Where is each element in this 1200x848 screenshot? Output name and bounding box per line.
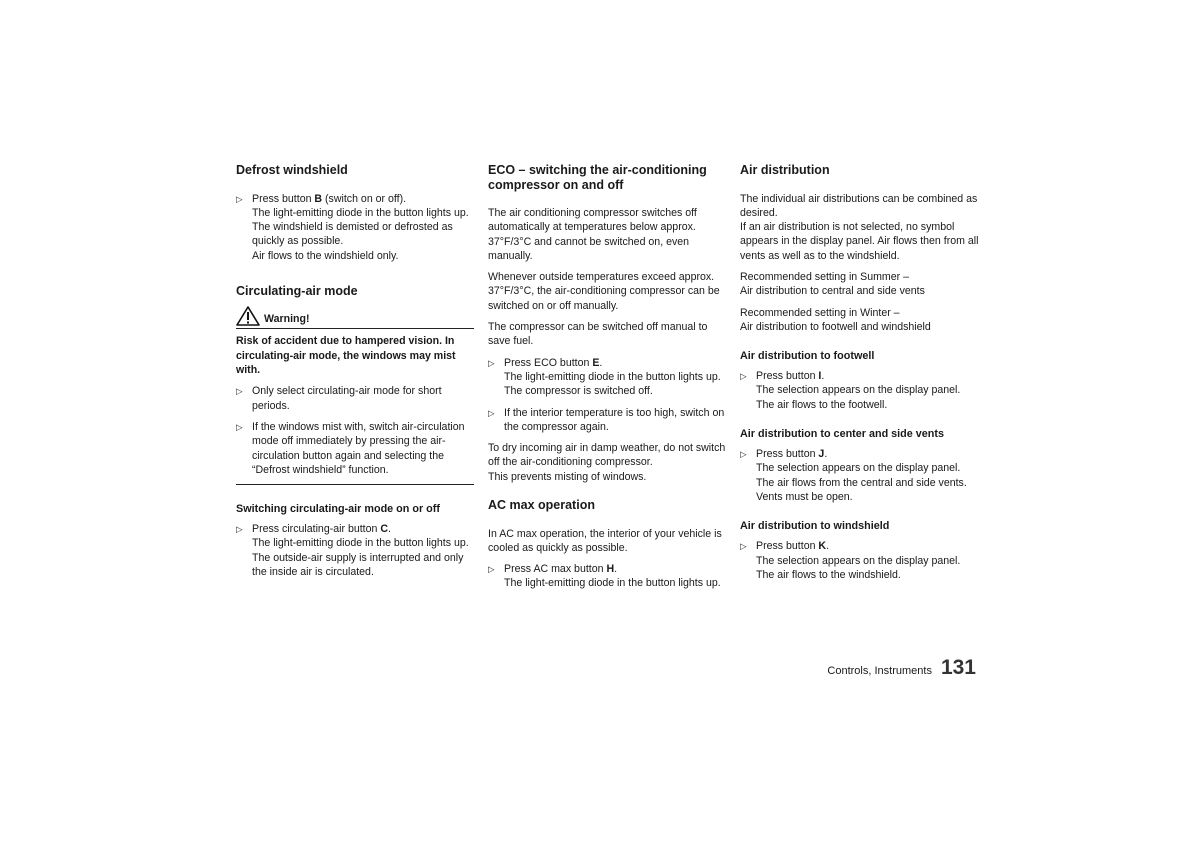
circ-step-2: ▷ If the windows mist with, switch air-circulation mode off immediately by pressing the air-circulation button again and selecting the “Defrost windshield” function.: [236, 420, 465, 476]
section-label: Controls, Instruments: [827, 665, 932, 677]
switching-step: [236, 522, 474, 579]
defrost-step: [236, 192, 474, 263]
page-footer: [780, 656, 976, 691]
footwell-heading: Air distribution to footwell: [740, 350, 875, 363]
step-line: Press ECO button E.: [504, 356, 603, 369]
warning-header: [236, 304, 474, 329]
winter-setting: Recommended setting in Winter – Air distribution to footwell and windshield: [740, 306, 931, 333]
warning-end-rule: [236, 484, 474, 485]
eco-closing: To dry incoming air in damp weather, do not switch off the air-conditioning compressor. This prevents misting of windows.: [488, 442, 726, 483]
ac-max-step: [488, 562, 726, 591]
eco-step-2: ▷ If the interior temperature is too high, switch on the compressor again.: [488, 406, 725, 433]
step-arrow-icon: ▷: [740, 449, 747, 460]
eco-paragraph: The air conditioning compressor switches off automatically at temperatures below approx. 37°F/3°C and cannot be switched on, even manually.: [488, 207, 697, 262]
warning-triangle-icon: [236, 306, 260, 326]
circulating-air-heading: Circulating-air mode: [236, 283, 358, 298]
page-number: 131: [940, 656, 976, 679]
step-line: The light-emitting diode in the button lights up.: [504, 577, 721, 590]
step-line: Air flows to the windshield only.: [252, 249, 399, 262]
warning-text: Risk of accident due to hampered vision. In circulating-air mode, the windows may mist with.: [236, 335, 456, 377]
step-line: The air flows to the footwell.: [756, 398, 888, 411]
defrost-heading: Defrost windshield: [236, 163, 348, 177]
step-arrow-icon: ▷: [236, 193, 243, 204]
step-line: The selection appears on the display panel.: [756, 384, 961, 397]
summer-setting: Recommended setting in Summer – Air distribution to central and side vents: [740, 270, 925, 298]
circ-step-1: ▷ Only select circulating-air mode for short periods.: [236, 385, 442, 412]
eco-paragraph: The compressor can be switched off manual to save fuel.: [488, 321, 708, 348]
step-line: Press button K.: [756, 540, 830, 553]
footwell-step: [740, 369, 980, 412]
switching-heading: Switching circulating-air mode on or off: [236, 503, 440, 516]
step-line: The air flows from the central and side vents.: [756, 476, 967, 489]
ac-max-paragraph: In AC max operation, the interior of your vehicle is cooled as quickly as possible.: [488, 527, 722, 554]
air-distribution-intro: The individual air distributions can be combined as desired. If an air distribution is not selected, no symbol appears in the display panel. Air flows then from all vents as well as to the windshield.: [740, 192, 979, 262]
windshield-step: [740, 539, 980, 582]
eco-paragraph: Whenever outside temperatures exceed approx. 37°F/3°C, the air-conditioning compressor can be switched on or off manually.: [488, 271, 720, 312]
step-line: The windshield is demisted or defrosted as quickly as possible.: [252, 221, 453, 248]
column-right: [740, 163, 980, 589]
vents-heading: Air distribution to center and side vents: [740, 428, 944, 441]
eco-heading: ECO – switching the air-conditioning compressor on and off: [488, 163, 707, 192]
step-arrow-icon: ▷: [488, 564, 495, 575]
step-arrow-icon: ▷: [488, 407, 495, 418]
step-line: Press button B (switch on or off).: [252, 192, 407, 205]
vents-step: [740, 447, 980, 504]
step-arrow-icon: ▷: [488, 357, 495, 368]
step-line: The selection appears on the display panel.: [756, 462, 961, 475]
step-line: Vents must be open.: [756, 490, 853, 503]
step-line: Press button J.: [756, 448, 828, 461]
step-arrow-icon: ▷: [740, 541, 747, 552]
windshield-heading: Air distribution to windshield: [740, 520, 890, 533]
step-line: The light-emitting diode in the button lights up.: [252, 206, 469, 219]
step-arrow-icon: ▷: [236, 524, 243, 535]
column-middle: [488, 163, 726, 598]
step-line: Press AC max button H.: [504, 563, 618, 576]
step-line: The air flows to the windshield.: [756, 568, 901, 581]
step-arrow-icon: ▷: [236, 386, 243, 397]
step-arrow-icon: ▷: [236, 421, 243, 432]
column-left: [236, 163, 474, 586]
step-line: The light-emitting diode in the button lights up.: [504, 370, 721, 383]
step-line: The light-emitting diode in the button lights up.: [252, 537, 469, 550]
step-arrow-icon: ▷: [740, 371, 747, 382]
eco-step-1: [488, 356, 726, 399]
step-line: Press circulating-air button C.: [252, 523, 391, 536]
step-line: The selection appears on the display panel.: [756, 554, 961, 567]
step-line: The compressor is switched off.: [504, 385, 653, 398]
warning-title: Warning!: [264, 313, 310, 326]
step-line: Press button I.: [756, 370, 825, 383]
air-distribution-heading: Air distribution: [740, 163, 830, 177]
step-line: The outside-air supply is interrupted and only the inside air is circulated.: [252, 551, 464, 579]
ac-max-heading: AC max operation: [488, 498, 595, 513]
